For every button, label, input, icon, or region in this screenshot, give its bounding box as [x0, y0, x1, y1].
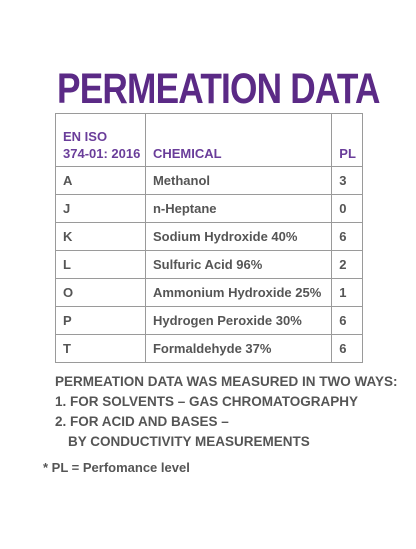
- table-row: [56, 223, 363, 251]
- cell-pl: 0: [332, 195, 363, 223]
- cell-code: L: [56, 251, 146, 279]
- cell-chemical: Methanol: [145, 167, 331, 195]
- cell-chemical: Ammonium Hydroxide 25%: [145, 279, 331, 307]
- measurement-notes: [55, 372, 398, 452]
- cell-chemical: Sodium Hydroxide 40%: [145, 223, 331, 251]
- table-row: [56, 195, 363, 223]
- table-row: [56, 279, 363, 307]
- header-standard-line1: EN ISO: [63, 129, 108, 144]
- cell-chemical: Hydrogen Peroxide 30%: [145, 307, 331, 335]
- table-row: [56, 251, 363, 279]
- cell-pl: 6: [332, 307, 363, 335]
- cell-code: A: [56, 167, 146, 195]
- cell-code: P: [56, 307, 146, 335]
- cell-code: J: [56, 195, 146, 223]
- table-row: [56, 335, 363, 363]
- cell-code: O: [56, 279, 146, 307]
- notes-line: 1. FOR SOLVENTS – GAS CHROMATOGRAPHY: [55, 394, 359, 409]
- footnote: * PL = Perfomance level: [43, 460, 190, 475]
- cell-code: T: [56, 335, 146, 363]
- cell-chemical: Formaldehyde 37%: [145, 335, 331, 363]
- cell-code: K: [56, 223, 146, 251]
- cell-chemical: n-Heptane: [145, 195, 331, 223]
- table-header-row: [56, 114, 363, 167]
- header-standard-line2: 374-01: 2016: [63, 146, 141, 161]
- cell-pl: 3: [332, 167, 363, 195]
- cell-pl: 6: [332, 223, 363, 251]
- notes-line: BY CONDUCTIVITY MEASUREMENTS: [68, 434, 310, 449]
- cell-pl: 1: [332, 279, 363, 307]
- table-row: [56, 307, 363, 335]
- cell-pl: 2: [332, 251, 363, 279]
- notes-line: 2. FOR ACID AND BASES –: [55, 414, 229, 429]
- table-row: [56, 167, 363, 195]
- header-pl: PL: [332, 114, 363, 167]
- header-chemical: CHEMICAL: [145, 114, 331, 167]
- cell-pl: 6: [332, 335, 363, 363]
- permeation-table: [55, 113, 363, 363]
- page-title: PERMEATION DATA: [57, 65, 380, 113]
- header-standard: [56, 114, 146, 167]
- notes-line: PERMEATION DATA WAS MEASURED IN TWO WAYS:: [55, 374, 398, 389]
- cell-chemical: Sulfuric Acid 96%: [145, 251, 331, 279]
